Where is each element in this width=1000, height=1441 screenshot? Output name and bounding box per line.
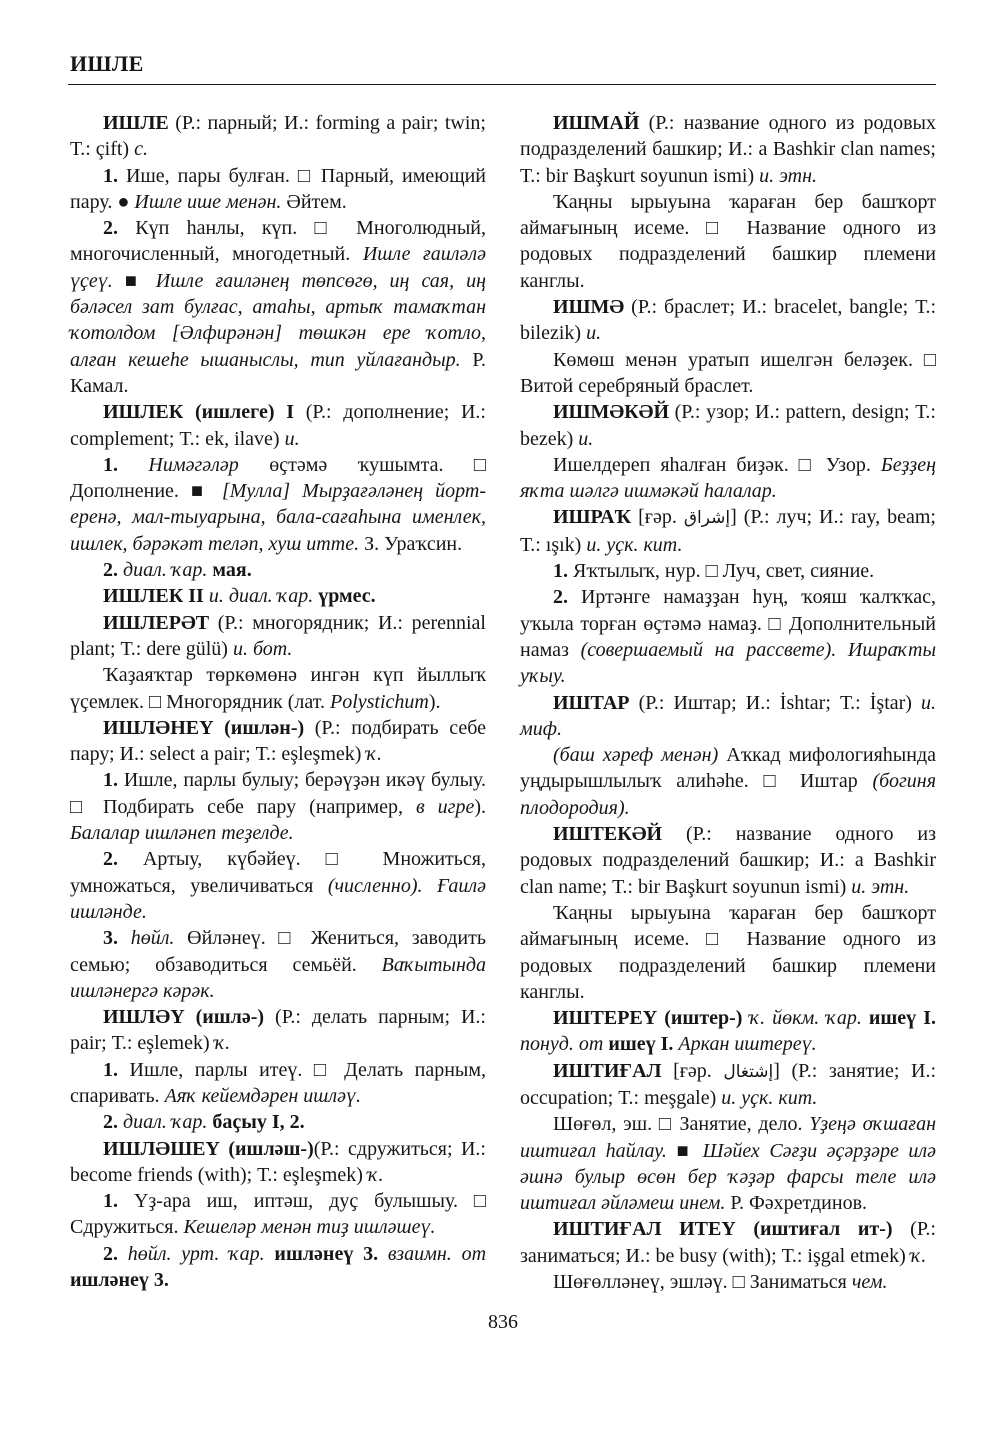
page-body: [70, 110, 936, 1335]
headword: ИШЛӘҮ (ишлә-): [103, 1006, 265, 1029]
cross-reference: ишләнеү 3.: [70, 1269, 169, 1292]
definition-text: [378, 1243, 388, 1265]
entry-sense: [70, 163, 486, 216]
italic-text: и. уҫк. кит.: [721, 1086, 818, 1109]
headword: ИШТЕРЕҮ (иштер-): [553, 1007, 743, 1030]
definition-text: [742, 1007, 749, 1029]
arabic-etymon: إشراق: [683, 508, 731, 529]
italic-text: Ишле ғаиләлә үҫеү.: [70, 243, 486, 292]
italic-text: и. уҫк. кит.: [586, 533, 683, 556]
italic-text: Ваҡытында ишләнергә кәрәк.: [70, 953, 486, 1002]
italic-text: Ишле ише менән.: [134, 190, 282, 213]
cross-reference: мая.: [212, 559, 252, 582]
italic-text: и. миф.: [520, 691, 936, 740]
italic-text: взаимн. от: [387, 1242, 487, 1265]
entry-sense: [70, 767, 486, 846]
italic-text: ҡ.: [214, 1032, 231, 1055]
cross-reference: үрмес.: [318, 585, 376, 608]
italic-text: Polystichum: [330, 690, 429, 713]
definition-text: ■: [112, 269, 156, 292]
entry-sense: [520, 452, 936, 505]
definition-text: Ише, пары булған. □ Парный, имеющий пару. ●: [70, 164, 486, 213]
headword: ИШЛӘШЕҮ (ишләш-): [103, 1137, 314, 1160]
italic-text: ҡ.: [910, 1244, 927, 1267]
italic-text: и.: [284, 427, 300, 450]
headword: ИШТЕКӘЙ: [553, 823, 663, 846]
definition-text: Үҙ-ара иш, иптәш, дуҫ булышыу. □ Сдружиться.: [70, 1190, 486, 1239]
definition-text: [ғәр.: [631, 506, 684, 529]
right-column: [520, 110, 936, 1295]
running-head: ИШЛЕ: [70, 51, 144, 76]
italic-text: Аяҡ кейемдәрен ишләү.: [164, 1084, 361, 1107]
definition-text: Ҡаңны ырыуына ҡараған бер башҡорт аймағының исеме. □ Название одного из родовых подразделений башкир племени канглы.: [520, 901, 936, 1003]
sense-number: 2.: [103, 1242, 118, 1265]
definition-text: ] (Р.: луч; И.: ray, beam; Т.: ışık): [520, 506, 936, 556]
definition-text: (Р.: название одного из родовых подразделений башкир; И.: a Bashkir clan names; Т.: bir Başkurt soyunun ismi): [520, 112, 936, 187]
definition-text: өҫтәмә ҡушымта. □ Дополнение. ■: [70, 453, 486, 503]
definition-text: [118, 454, 148, 476]
italic-text: понуд. от: [520, 1033, 604, 1056]
definition-text: Артыу, күбәйеү. □ Множиться, умножаться, увеличиваться: [70, 848, 486, 897]
definition-text: (Р.: подбирать себе пару; И.: select a pair; Т.: eşleşmek): [70, 716, 487, 766]
dictionary-entry: [70, 583, 486, 609]
definition-text: Ҡаҙаяҡтар төркөмөнә ингән күп йыллыҡ үҫемлек. □ Многорядник (лат.: [70, 664, 486, 713]
sense-number: 3.: [103, 927, 118, 950]
definition-text: Яҡтылыҡ, нур. □ Луч, свет, сияние.: [568, 560, 875, 583]
sense-number: 1.: [103, 164, 118, 187]
definition-text: [118, 927, 131, 949]
dictionary-entry: [70, 715, 486, 768]
italic-text: с.: [134, 138, 148, 161]
entry-sense: [70, 1188, 486, 1241]
sense-number: 1.: [103, 453, 118, 476]
dictionary-entry: [70, 110, 486, 163]
page-number: 836: [488, 1311, 518, 1334]
definition-text: [423, 875, 438, 897]
italic-text: [Мулла] Мырҙағәләнең йорт-еренә, мал-тыуарына, бала-сағаһына именлек, ишлек, бәрәкәт теләп, хуш итте.: [70, 480, 486, 555]
sense-number: 1.: [103, 1190, 118, 1213]
definition-text: Әйтем.: [281, 190, 347, 213]
headword: ИШТИҒАЛ: [553, 1059, 662, 1082]
cross-reference: ишеү I.: [868, 1007, 936, 1030]
entry-sense: [70, 662, 486, 715]
definition-text: (Р.: сдружиться; И.: become friends (with); Т.: eşleşmek): [70, 1137, 486, 1186]
dictionary-entry: [520, 1005, 936, 1058]
italic-text: диал. ҡар.: [123, 559, 208, 582]
italic-text: и.: [578, 427, 594, 450]
definition-text: Аҡкад мифологияһында уңдырышлылыҡ алиһәһе. □ Иштар: [520, 744, 936, 793]
italic-text: Шәйех Сәғҙи әҫәрҙәре илә әшнә булыр өсөн бер ҡәҙәр фарсы теле илә иштиғал әйләмеш инем.: [520, 1139, 936, 1215]
entry-sense: [70, 215, 486, 399]
entry-sense: [70, 452, 486, 557]
italic-text: и. этн.: [759, 164, 818, 187]
entry-sense: [70, 557, 486, 583]
arabic-etymon: إشتغال: [723, 1061, 774, 1082]
italic-text: и.: [586, 322, 602, 345]
italic-text: чем.: [851, 1271, 888, 1294]
italic-text: и. этн.: [851, 875, 910, 898]
italic-text: и. диал. ҡар.: [208, 585, 314, 608]
dictionary-entry: [520, 1058, 936, 1112]
headword: ИШЛЕ: [103, 112, 169, 134]
definition-text: Ҡаңны ырыуына ҡараған бер башҡорт аймағының исеме. □ Название одного из родовых подразделений башкир племени канглы.: [520, 190, 936, 292]
cross-reference: ишеү I.: [608, 1033, 674, 1056]
italic-text: Аркан иштереү.: [678, 1033, 817, 1056]
definition-text: [265, 1243, 275, 1265]
definition-text: ).: [428, 690, 441, 713]
definition-text: ■: [666, 1139, 703, 1162]
definition-text: Шөғөлләнеү, эшләү. □ Заниматься: [553, 1271, 852, 1294]
sense-number: 1.: [553, 560, 568, 583]
dictionary-entry: [520, 294, 936, 347]
sense-number: 2.: [103, 217, 118, 240]
italic-text: Кешеләр менән тиҙ ишләшеү.: [183, 1216, 436, 1239]
headword: ИШМАЙ: [553, 112, 640, 134]
definition-text: Күп һанлы, күп. □ Многолюдный, многочисленный, многодетный.: [70, 217, 486, 266]
definition-text: (Р.: узор; И.: pattern, design; Т.: bezek): [520, 401, 936, 450]
definition-text: Ишле, парлы итеү. □ Делать парным, спаривать.: [70, 1058, 486, 1107]
headword: ИШТИҒАЛ ИТЕҮ (иштиғал ит-): [553, 1218, 893, 1241]
two-column-layout: [70, 110, 936, 1295]
definition-text: Ишле, парлы булыу; берәүҙән икәү булыу. □ Подбирать себе пару (например,: [70, 769, 486, 818]
definition-text: (Р.: заниматься; И.: be busy (with); Т.: işgal etmek): [520, 1218, 936, 1267]
definition-text: (Р.: многорядник; И.: perennial plant; Т.: dere gülü): [70, 611, 486, 660]
cross-reference: ишләнеү 3.: [274, 1242, 379, 1265]
left-column: [70, 110, 486, 1293]
definition-text: (Р.: делать парным; И.: pair; Т.: eşlemek): [70, 1006, 486, 1055]
dictionary-entry: [520, 690, 936, 743]
dictionary-entry: [70, 399, 486, 452]
definition-text: Ишелдереп яһалған биҙәк. □ Узор.: [553, 453, 881, 476]
definition-text: (Р.: браслет; И.: bracelet, bangle; Т.: bilezik): [520, 296, 936, 345]
entry-sense: [70, 1241, 486, 1294]
definition-text: З. Ураҡсин.: [359, 532, 463, 555]
entry-sense: [70, 846, 486, 925]
sense-number: 2.: [103, 559, 118, 582]
italic-text: һөйл.: [130, 927, 175, 950]
italic-text: Балалар ишләнеп теҙелде.: [70, 822, 294, 845]
headword: ИШМӘКӘЙ: [553, 401, 670, 424]
italic-text: (богиня плодородия).: [520, 770, 936, 819]
italic-text: Беҙҙең яҡта шәлгә ишмәкәй һалалар.: [520, 453, 936, 503]
italic-text: ҡ.: [367, 1163, 384, 1186]
sense-number: 2.: [553, 586, 568, 609]
sense-number: 1.: [103, 1058, 118, 1081]
header-rule: [68, 84, 936, 85]
definition-text: ).: [474, 795, 486, 818]
italic-text: (совершаемый на рассвете). Ишраҡты уҡыу.: [520, 638, 936, 688]
entry-sense: [70, 1057, 486, 1110]
cross-reference: баҫыу I, 2.: [212, 1111, 305, 1134]
definition-text: Р. Камал.: [70, 348, 486, 397]
dictionary-entry: [520, 1216, 936, 1269]
sense-number: 2.: [103, 1111, 118, 1134]
entry-sense: [520, 1269, 936, 1295]
headword: ИШЛЕК II: [103, 585, 204, 608]
entry-sense: [520, 1111, 936, 1216]
definition-text: (Р.: Иштар; И.: İshtar; Т.: İştar): [629, 691, 921, 714]
definition-text: [118, 1243, 128, 1265]
italic-text: Нимәгәләр: [148, 453, 239, 476]
italic-text: в игре: [416, 795, 475, 818]
definition-text: Өйләнеү. □ Жениться, заводить семью; обзаводиться семьёй.: [70, 927, 486, 976]
entry-sense: [70, 1109, 486, 1135]
dictionary-entry: [520, 399, 936, 452]
sense-number: 1.: [103, 769, 118, 792]
dictionary-entry: [70, 610, 486, 663]
entry-sense: [520, 189, 936, 294]
definition-text: Шөғөл, эш. □ Занятие, дело.: [553, 1113, 810, 1136]
definition-text: (Р.: парный; И.: forming a pair; twin; Т.: çift): [70, 112, 486, 161]
dictionary-entry: [520, 504, 936, 558]
headword: ИШЛЕК (ишлеге) I: [103, 401, 294, 424]
italic-text: (численно).: [327, 874, 423, 897]
definition-text: Иртәнге намаҙҙан һуң, ҡояш ҡалҡҡас, уҡыла торған өҫтәмә намаҙ. □ Дополнительный намаз: [520, 586, 936, 661]
italic-text: (баш хәреф менән): [553, 744, 719, 767]
definition-text: ] (Р.: занятие; И.: occupation; Т.: meşgale): [520, 1059, 936, 1109]
headword: ИШЛЕРӘТ: [103, 611, 210, 634]
headword: ИШЛӘНЕҮ (ишлән-): [103, 716, 305, 739]
headword: ИШТАР: [553, 691, 630, 714]
definition-text: Р. Фәхретдинов.: [725, 1192, 868, 1215]
italic-text: ҡ.: [366, 743, 382, 766]
dictionary-entry: [70, 1136, 486, 1189]
italic-text: Үҙеңә оҡшаған иштиғал һайлау.: [520, 1113, 936, 1162]
dictionary-entry: [520, 821, 936, 900]
definition-text: (Р.: название одного из родовых подразделений башкир; И.: a Bashkir clan name; Т.: bir Başkurt soyunun ismi): [520, 823, 936, 898]
italic-text: һөйл. урт. ҡар.: [127, 1242, 265, 1265]
headword: ИШМӘ: [553, 296, 625, 319]
italic-text: ҡ. йөкм. ҡар.: [749, 1007, 862, 1030]
sense-number: 2.: [103, 848, 118, 871]
italic-text: и. бот.: [232, 637, 293, 660]
entry-sense: [520, 584, 936, 689]
entry-sense: [520, 900, 936, 1005]
italic-text: диал. ҡар.: [123, 1111, 208, 1134]
definition-text: (Р.: дополнение; И.: complement; Т.: ek, ilave): [70, 401, 486, 450]
entry-sense: [520, 347, 936, 400]
entry-sense: [520, 742, 936, 821]
italic-text: Ишле ғаиләнең төпсөгө, иң сая, иң бәләсел зат булғас, атаһы, артыҡ тамаҡтан ҡотолдом [Әлфирәнән] төшкән ере ҡотло, алған кешеһе ышаныслы, тип уйлағандыр.: [70, 269, 486, 371]
definition-text: [ғәр.: [661, 1059, 724, 1082]
definition-text: [862, 1007, 869, 1029]
entry-sense: [70, 925, 486, 1004]
entry-sense: [520, 558, 936, 584]
italic-text: Ғаилә ишләнде.: [70, 874, 486, 923]
headword: ИШРАҠ: [553, 506, 632, 529]
dictionary-entry: [520, 110, 936, 189]
definition-text: Көмөш менән уратып ишелгән беләҙек. □ Витой серебряный браслет.: [520, 348, 936, 397]
dictionary-entry: [70, 1004, 486, 1057]
